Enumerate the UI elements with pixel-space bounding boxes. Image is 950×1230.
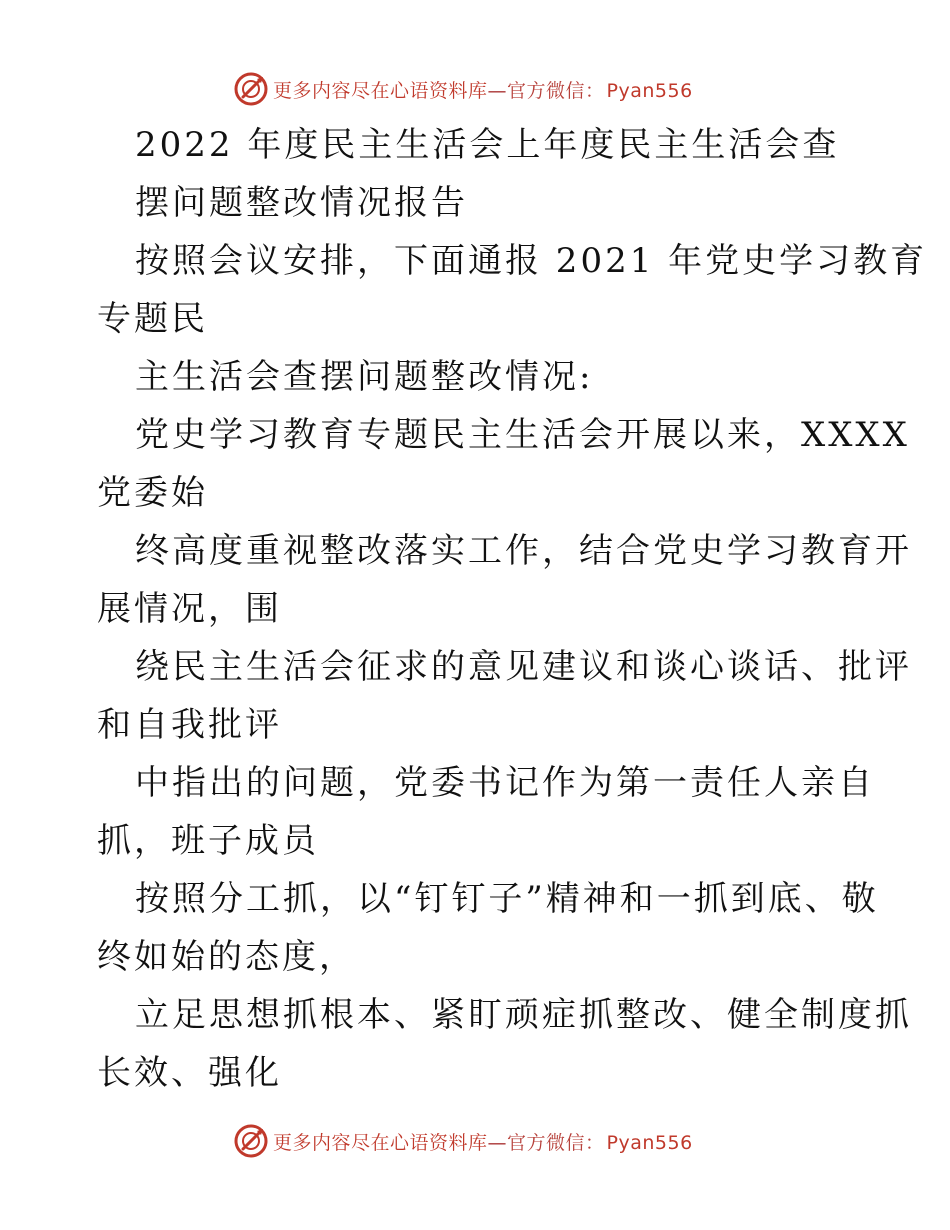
footer-banner-main: 更多内容尽在心语资料库 bbox=[273, 1131, 488, 1154]
doc-line-title-1: 2022 年度民主生活会上年度民主生活会查 bbox=[135, 125, 840, 165]
header-banner-main: 更多内容尽在心语资料库 bbox=[273, 79, 488, 102]
doc-line: 长效、强化 bbox=[97, 1053, 282, 1093]
doc-line-title-2: 摆问题整改情况报告 bbox=[135, 183, 468, 223]
doc-line: 按照分工抓，以“钉钉子”精神和一抓到底、敬 bbox=[135, 879, 879, 919]
doc-line: 中指出的问题，党委书记作为第一责任人亲自 bbox=[135, 763, 875, 803]
header-banner-handle: Pyan556 bbox=[606, 79, 693, 102]
doc-line: 展情况，围 bbox=[97, 589, 282, 629]
header-banner-separator: — bbox=[487, 79, 508, 102]
doc-line: 党委始 bbox=[97, 473, 208, 513]
doc-line: 党史学习教育专题民主生活会开展以来，XXXX bbox=[135, 415, 910, 455]
footer-banner-text bbox=[273, 1128, 693, 1155]
footer-banner bbox=[233, 1121, 693, 1161]
doc-line: 专题民 bbox=[97, 299, 208, 339]
doc-line: 立足思想抓根本、紧盯顽症抓整改、健全制度抓 bbox=[135, 995, 912, 1035]
logo-icon bbox=[233, 1123, 269, 1159]
footer-banner-separator: — bbox=[487, 1131, 508, 1154]
doc-line: 终高度重视整改落实工作，结合党史学习教育开 bbox=[135, 531, 912, 571]
doc-line: 终如始的态度， bbox=[97, 937, 356, 977]
doc-line: 按照会议安排，下面通报 2021 年党史学习教育 bbox=[135, 241, 928, 281]
footer-banner-wechat-label: 官方微信： bbox=[507, 1131, 605, 1154]
header-banner-wechat-label: 官方微信： bbox=[507, 79, 605, 102]
logo-icon bbox=[233, 71, 269, 107]
doc-line: 和自我批评 bbox=[97, 705, 282, 745]
header-banner-text bbox=[273, 76, 693, 103]
footer-banner-handle: Pyan556 bbox=[606, 1131, 693, 1154]
doc-line: 主生活会查摆问题整改情况: bbox=[135, 357, 594, 397]
header-banner bbox=[233, 69, 693, 109]
doc-line: 抓，班子成员 bbox=[97, 821, 319, 861]
doc-line: 绕民主生活会征求的意见建议和谈心谈话、批评 bbox=[135, 647, 912, 687]
